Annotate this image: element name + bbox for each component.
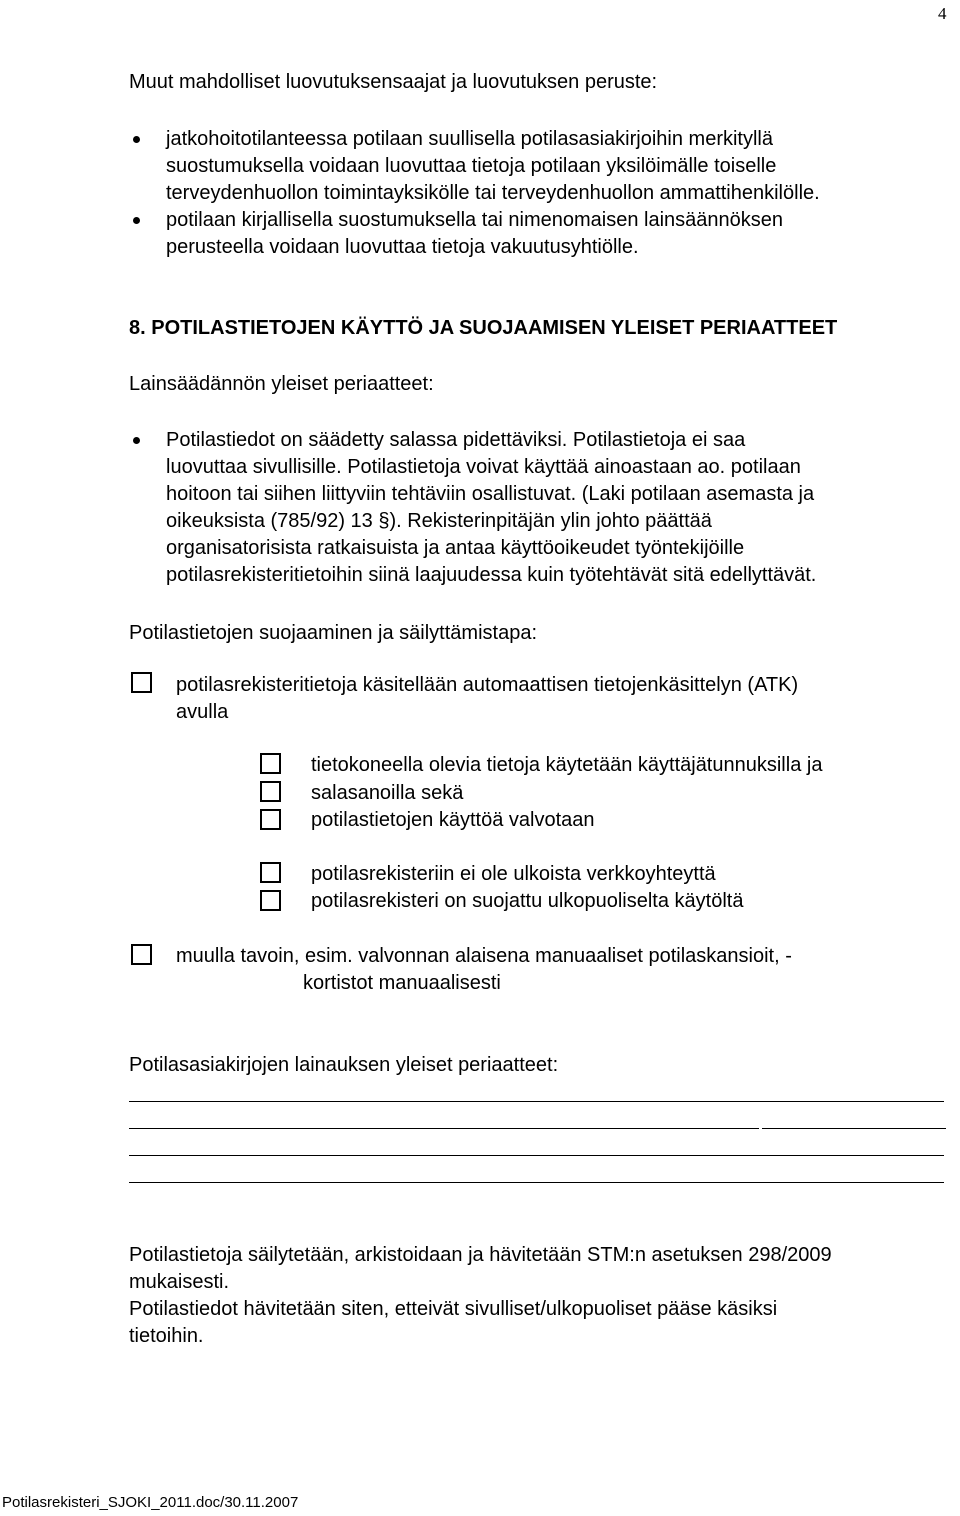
principles-line-5: organisatorisista ratkaisuista ja antaa käyttöoikeudet työntekijöille	[166, 537, 745, 559]
principles-line-2: luovuttaa sivullisille. Potilastietoja voivat käyttää ainoastaan ao. potilaan	[166, 456, 801, 478]
lending-title: Potilasasiakirjojen lainauksen yleiset periaatteet:	[129, 1054, 559, 1076]
bullet-icon	[133, 437, 140, 444]
retention-line-2: mukaisesti.	[129, 1271, 230, 1293]
retention-line-3: Potilastiedot hävitetään siten, etteivät sivulliset/ulkopuoliset pääse käsiksi	[129, 1298, 778, 1320]
bullet-icon	[133, 136, 140, 143]
principles-line-4: oikeuksista (785/92) 13 §). Rekisterinpitäjän ylin johto päättää	[166, 510, 712, 532]
protected-register-checkbox[interactable]	[260, 890, 281, 911]
recipient-item-2-line-2: perusteella voidaan luovuttaa tietoja vakuutusyhtiölle.	[166, 236, 639, 258]
fill-in-line[interactable]	[129, 1101, 944, 1102]
footer-filename: Potilasrekisteri_SJOKI_2011.doc/30.11.2007	[2, 1494, 299, 1511]
other-method-checkbox[interactable]	[131, 944, 152, 965]
fill-in-line[interactable]	[129, 1155, 944, 1156]
sub-option-credentials: tietokoneella olevia tietoja käytetään käyttäjätunnuksilla ja	[311, 754, 823, 776]
usage-monitoring-checkbox[interactable]	[260, 809, 281, 830]
sub-option-monitoring: potilastietojen käyttöä valvotaan	[311, 809, 595, 831]
section-heading: 8. POTILASTIETOJEN KÄYTTÖ JA SUOJAAMISEN YLEISET PERIAATTEET	[129, 317, 838, 339]
fill-in-line[interactable]	[129, 1128, 759, 1129]
recipient-item-1-line-1: jatkohoitotilanteessa potilaan suullisella potilasasiakirjoihin merkityllä	[166, 128, 773, 150]
sub-option-protected: potilasrekisteri on suojattu ulkopuoliselta käytöltä	[311, 890, 744, 912]
no-network-checkbox[interactable]	[260, 862, 281, 883]
sub-option-passwords: salasanoilla sekä	[311, 782, 464, 804]
fill-in-line[interactable]	[762, 1128, 946, 1129]
recipients-title: Muut mahdolliset luovutuksensaajat ja luovutuksen peruste:	[129, 71, 658, 93]
principles-line-6: potilasrekisteritietoihin siinä laajuudessa kuin työtehtävät sitä edellyttävät.	[166, 564, 817, 586]
sub-option-no-network: potilasrekisteriin ei ole ulkoista verkkoyhteyttä	[311, 863, 716, 885]
other-option-line-1: muulla tavoin, esim. valvonnan alaisena manuaaliset potilaskansioit, -	[176, 945, 792, 967]
other-option-line-2: kortistot manuaalisesti	[303, 972, 501, 994]
principles-line-3: hoitoon tai siihen liittyviin tehtäviin osallistuvat. (Laki potilaan asemasta ja	[166, 483, 815, 505]
retention-line-4: tietoihin.	[129, 1325, 204, 1347]
atk-option-line-2: avulla	[176, 701, 229, 723]
page-number: 4	[938, 4, 947, 23]
recipient-item-2-line-1: potilaan kirjallisella suostumuksella tai nimenomaisen lainsäännöksen	[166, 209, 784, 231]
retention-line-1: Potilastietoja säilytetään, arkistoidaan ja hävitetään STM:n asetuksen 298/2009	[129, 1244, 832, 1266]
atk-checkbox[interactable]	[131, 672, 152, 693]
principles-title: Lainsäädännön yleiset periaatteet:	[129, 373, 434, 395]
recipient-item-1-line-2: suostumuksella voidaan luovuttaa tietoja potilaan yksilöimälle toiselle	[166, 155, 777, 177]
fill-in-line[interactable]	[129, 1182, 944, 1183]
passwords-checkbox[interactable]	[260, 781, 281, 802]
user-credentials-checkbox[interactable]	[260, 753, 281, 774]
bullet-icon	[133, 217, 140, 224]
atk-option-line-1: potilasrekisteritietoja käsitellään automaattisen tietojenkäsittelyn (ATK)	[176, 674, 799, 696]
protection-title: Potilastietojen suojaaminen ja säilyttämistapa:	[129, 622, 537, 644]
principles-line-1: Potilastiedot on säädetty salassa pidettäviksi. Potilastietoja ei saa	[166, 429, 746, 451]
recipient-item-1-line-3: terveydenhuollon toimintayksikölle tai terveydenhuollon ammattihenkilölle.	[166, 182, 820, 204]
